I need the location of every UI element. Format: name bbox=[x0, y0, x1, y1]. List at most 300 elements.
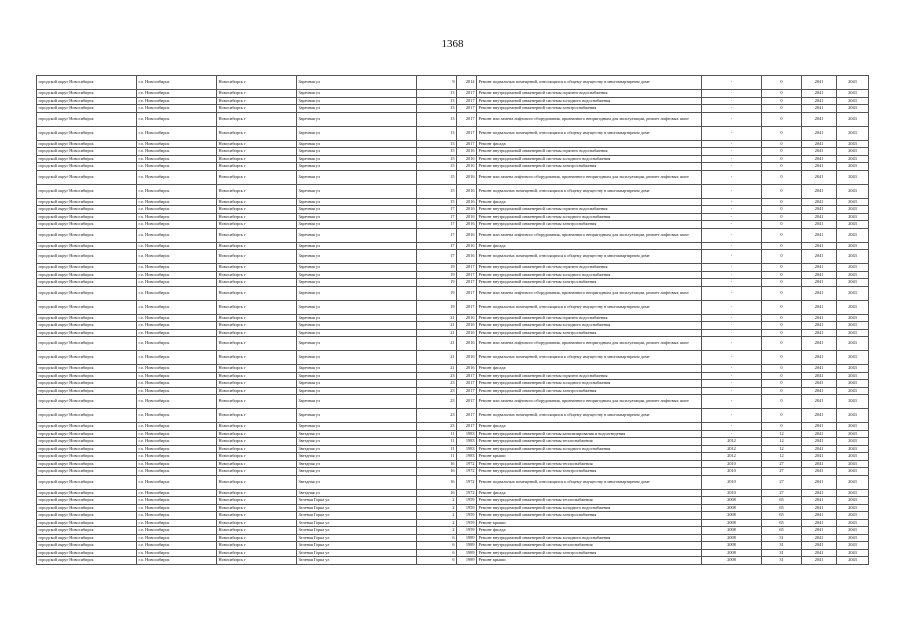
okrug-cell: городской округ Новосибирск bbox=[37, 497, 137, 505]
wear-cell: 0 bbox=[762, 112, 802, 126]
work-type-cell: Ремонт подвальных помещений, относящихся к общему имуществу в многоквартирном доме bbox=[477, 250, 702, 264]
settlement-cell: Новосибирск г bbox=[217, 445, 297, 453]
last-repair-year-cell: - bbox=[702, 322, 762, 330]
street-cell: Заречная ул bbox=[297, 250, 417, 264]
plan-start-cell: 2041 bbox=[802, 271, 837, 279]
city-cell: г.о. Новосибирск bbox=[137, 438, 217, 446]
table-row bbox=[37, 76, 869, 90]
table-row bbox=[37, 445, 869, 453]
wear-cell: 12 bbox=[762, 445, 802, 453]
wear-cell: 0 bbox=[762, 271, 802, 279]
year-built-cell: 1972 bbox=[457, 475, 477, 489]
wear-cell: 0 bbox=[762, 300, 802, 314]
work-type-cell: Ремонт подвальных помещений, относящихся к общему имуществу в многоквартирном доме bbox=[477, 126, 702, 140]
settlement-cell: Новосибирск г bbox=[217, 228, 297, 242]
settlement-cell: Новосибирск г bbox=[217, 549, 297, 557]
plan-end-cell: 2043 bbox=[837, 148, 869, 156]
city-cell: г.о. Новосибирск bbox=[137, 512, 217, 520]
wear-cell: 0 bbox=[762, 250, 802, 264]
last-repair-year-cell: - bbox=[702, 148, 762, 156]
year-built-cell: 2017 bbox=[457, 372, 477, 380]
plan-end-cell: 2043 bbox=[837, 140, 869, 148]
table-row bbox=[37, 409, 869, 423]
last-repair-year-cell: - bbox=[702, 228, 762, 242]
city-cell: г.о. Новосибирск bbox=[137, 105, 217, 113]
last-repair-year-cell: 2010 bbox=[702, 468, 762, 476]
house-number-cell: 17 bbox=[417, 213, 457, 221]
last-repair-year-cell: 2008 bbox=[702, 534, 762, 542]
okrug-cell: городской округ Новосибирск bbox=[37, 512, 137, 520]
wear-cell: 0 bbox=[762, 126, 802, 140]
plan-end-cell: 2043 bbox=[837, 423, 869, 431]
street-cell: Заречная ул bbox=[297, 90, 417, 98]
settlement-cell: Новосибирск г bbox=[217, 423, 297, 431]
city-cell: г.о. Новосибирск bbox=[137, 97, 217, 105]
settlement-cell: Новосибирск г bbox=[217, 519, 297, 527]
table-row bbox=[37, 468, 869, 476]
street-cell: Заречная ул bbox=[297, 264, 417, 272]
plan-start-cell: 2041 bbox=[802, 126, 837, 140]
wear-cell: 65 bbox=[762, 504, 802, 512]
street-cell: Заречная ул bbox=[297, 126, 417, 140]
work-type-cell: Ремонт внутридомовой инженерной системы холодного водоснабжения bbox=[477, 504, 702, 512]
table-row bbox=[37, 423, 869, 431]
okrug-cell: городской округ Новосибирск bbox=[37, 221, 137, 229]
last-repair-year-cell: - bbox=[702, 206, 762, 214]
year-built-cell: 2016 bbox=[457, 221, 477, 229]
work-type-cell: Ремонт внутридомовой инженерной системы электроснабжения bbox=[477, 329, 702, 337]
plan-start-cell: 2041 bbox=[802, 140, 837, 148]
house-number-cell: 17 bbox=[417, 242, 457, 250]
settlement-cell: Новосибирск г bbox=[217, 140, 297, 148]
settlement-cell: Новосибирск г bbox=[217, 372, 297, 380]
house-number-cell: 6 bbox=[417, 542, 457, 550]
wear-cell: 0 bbox=[762, 264, 802, 272]
okrug-cell: городской округ Новосибирск bbox=[37, 314, 137, 322]
last-repair-year-cell: 2008 bbox=[702, 504, 762, 512]
wear-cell: 65 bbox=[762, 512, 802, 520]
table-row bbox=[37, 557, 869, 565]
house-number-cell: 6 bbox=[417, 557, 457, 565]
year-built-cell: 1989 bbox=[457, 549, 477, 557]
city-cell: г.о. Новосибирск bbox=[137, 395, 217, 409]
plan-end-cell: 2043 bbox=[837, 250, 869, 264]
street-cell: Заречная ул bbox=[297, 279, 417, 287]
work-type-cell: Ремонт подвальных помещений, относящихся к общему имуществу в многоквартирном доме bbox=[477, 409, 702, 423]
year-built-cell: 2016 bbox=[457, 198, 477, 206]
house-number-cell: 23 bbox=[417, 409, 457, 423]
okrug-cell: городской округ Новосибирск bbox=[37, 430, 137, 438]
last-repair-year-cell: 2008 bbox=[702, 557, 762, 565]
plan-end-cell: 2043 bbox=[837, 337, 869, 351]
house-number-cell: 19 bbox=[417, 300, 457, 314]
street-cell: Заречная ул bbox=[297, 112, 417, 126]
street-cell: Зеленая Горка ул bbox=[297, 557, 417, 565]
wear-cell: 65 bbox=[762, 497, 802, 505]
street-cell: Заречная ул bbox=[297, 170, 417, 184]
plan-start-cell: 2041 bbox=[802, 221, 837, 229]
plan-start-cell: 2041 bbox=[802, 206, 837, 214]
street-cell: Звездная ул bbox=[297, 453, 417, 461]
last-repair-year-cell: 2008 bbox=[702, 512, 762, 520]
table-row bbox=[37, 126, 869, 140]
street-cell: Заречная ул bbox=[297, 163, 417, 171]
work-type-cell: Ремонт подвальных помещений, относящихся к общему имуществу в многоквартирном доме bbox=[477, 475, 702, 489]
last-repair-year-cell: - bbox=[702, 250, 762, 264]
plan-start-cell: 2041 bbox=[802, 337, 837, 351]
year-built-cell: 2017 bbox=[457, 409, 477, 423]
year-built-cell: 1983 bbox=[457, 438, 477, 446]
house-number-cell: 2 bbox=[417, 527, 457, 535]
year-built-cell: 2017 bbox=[457, 264, 477, 272]
plan-end-cell: 2043 bbox=[837, 445, 869, 453]
settlement-cell: Новосибирск г bbox=[217, 198, 297, 206]
okrug-cell: городской округ Новосибирск bbox=[37, 264, 137, 272]
plan-end-cell: 2043 bbox=[837, 228, 869, 242]
okrug-cell: городской округ Новосибирск bbox=[37, 97, 137, 105]
table-row bbox=[37, 453, 869, 461]
last-repair-year-cell: 2010 bbox=[702, 489, 762, 497]
okrug-cell: городской округ Новосибирск bbox=[37, 365, 137, 373]
plan-end-cell: 2043 bbox=[837, 206, 869, 214]
table-body bbox=[37, 76, 869, 565]
year-built-cell: 2017 bbox=[457, 140, 477, 148]
plan-start-cell: 2041 bbox=[802, 475, 837, 489]
plan-end-cell: 2043 bbox=[837, 155, 869, 163]
settlement-cell: Новосибирск г bbox=[217, 264, 297, 272]
table-row bbox=[37, 228, 869, 242]
last-repair-year-cell: - bbox=[702, 286, 762, 300]
city-cell: г.о. Новосибирск bbox=[137, 112, 217, 126]
work-type-cell: Ремонт внутридомовой инженерной системы теплоснабжения bbox=[477, 460, 702, 468]
okrug-cell: городской округ Новосибирск bbox=[37, 213, 137, 221]
year-built-cell: 2017 bbox=[457, 112, 477, 126]
table-row bbox=[37, 286, 869, 300]
wear-cell: 0 bbox=[762, 286, 802, 300]
house-number-cell: 9 bbox=[417, 76, 457, 90]
city-cell: г.о. Новосибирск bbox=[137, 271, 217, 279]
city-cell: г.о. Новосибирск bbox=[137, 148, 217, 156]
last-repair-year-cell: - bbox=[702, 372, 762, 380]
house-number-cell: 15 bbox=[417, 184, 457, 198]
street-cell: Зеленая Горка ул bbox=[297, 542, 417, 550]
street-cell: Зеленая Горка ул bbox=[297, 504, 417, 512]
okrug-cell: городской округ Новосибирск bbox=[37, 460, 137, 468]
settlement-cell: Новосибирск г bbox=[217, 155, 297, 163]
plan-end-cell: 2043 bbox=[837, 460, 869, 468]
year-built-cell: 2017 bbox=[457, 380, 477, 388]
plan-start-cell: 2041 bbox=[802, 112, 837, 126]
city-cell: г.о. Новосибирск bbox=[137, 527, 217, 535]
plan-start-cell: 2041 bbox=[802, 213, 837, 221]
house-number-cell: 23 bbox=[417, 380, 457, 388]
street-cell: Заречная ул bbox=[297, 206, 417, 214]
street-cell: Звездная ул bbox=[297, 489, 417, 497]
plan-end-cell: 2043 bbox=[837, 221, 869, 229]
okrug-cell: городской округ Новосибирск bbox=[37, 206, 137, 214]
plan-end-cell: 2043 bbox=[837, 542, 869, 550]
plan-start-cell: 2041 bbox=[802, 438, 837, 446]
settlement-cell: Новосибирск г bbox=[217, 542, 297, 550]
okrug-cell: городской округ Новосибирск bbox=[37, 438, 137, 446]
year-built-cell: 1983 bbox=[457, 445, 477, 453]
plan-end-cell: 2043 bbox=[837, 198, 869, 206]
year-built-cell: 2016 bbox=[457, 351, 477, 365]
house-number-cell: 11 bbox=[417, 445, 457, 453]
okrug-cell: городской округ Новосибирск bbox=[37, 140, 137, 148]
wear-cell: 0 bbox=[762, 279, 802, 287]
settlement-cell: Новосибирск г bbox=[217, 300, 297, 314]
settlement-cell: Новосибирск г bbox=[217, 184, 297, 198]
last-repair-year-cell: - bbox=[702, 387, 762, 395]
city-cell: г.о. Новосибирск bbox=[137, 300, 217, 314]
settlement-cell: Новосибирск г bbox=[217, 76, 297, 90]
year-built-cell: 2016 bbox=[457, 329, 477, 337]
okrug-cell: городской округ Новосибирск bbox=[37, 409, 137, 423]
work-type-cell: Ремонт фасада bbox=[477, 140, 702, 148]
year-built-cell: 2017 bbox=[457, 387, 477, 395]
plan-end-cell: 2043 bbox=[837, 112, 869, 126]
settlement-cell: Новосибирск г bbox=[217, 380, 297, 388]
plan-start-cell: 2041 bbox=[802, 542, 837, 550]
wear-cell: 0 bbox=[762, 351, 802, 365]
street-cell: Заречная ул bbox=[297, 221, 417, 229]
last-repair-year-cell: - bbox=[702, 155, 762, 163]
year-built-cell: 1989 bbox=[457, 542, 477, 550]
last-repair-year-cell: - bbox=[702, 314, 762, 322]
settlement-cell: Новосибирск г bbox=[217, 242, 297, 250]
plan-start-cell: 2041 bbox=[802, 105, 837, 113]
plan-end-cell: 2043 bbox=[837, 468, 869, 476]
settlement-cell: Новосибирск г bbox=[217, 351, 297, 365]
city-cell: г.о. Новосибирск bbox=[137, 76, 217, 90]
okrug-cell: городской округ Новосибирск bbox=[37, 387, 137, 395]
house-number-cell: 23 bbox=[417, 395, 457, 409]
last-repair-year-cell: - bbox=[702, 170, 762, 184]
last-repair-year-cell: - bbox=[702, 221, 762, 229]
table-row bbox=[37, 314, 869, 322]
plan-end-cell: 2043 bbox=[837, 97, 869, 105]
year-built-cell: 2017 bbox=[457, 300, 477, 314]
year-built-cell: 2016 bbox=[457, 314, 477, 322]
plan-end-cell: 2043 bbox=[837, 497, 869, 505]
wear-cell: 0 bbox=[762, 221, 802, 229]
work-type-cell: Ремонт фасада bbox=[477, 489, 702, 497]
street-cell: Заречная ул bbox=[297, 184, 417, 198]
okrug-cell: городской округ Новосибирск bbox=[37, 395, 137, 409]
house-number-cell: 17 bbox=[417, 221, 457, 229]
city-cell: г.о. Новосибирск bbox=[137, 337, 217, 351]
street-cell: Заречная ул bbox=[297, 97, 417, 105]
city-cell: г.о. Новосибирск bbox=[137, 228, 217, 242]
street-cell: Заречная ул bbox=[297, 228, 417, 242]
okrug-cell: городской округ Новосибирск bbox=[37, 279, 137, 287]
year-built-cell: 2016 bbox=[457, 242, 477, 250]
settlement-cell: Новосибирск г bbox=[217, 322, 297, 330]
city-cell: г.о. Новосибирск bbox=[137, 351, 217, 365]
settlement-cell: Новосибирск г bbox=[217, 170, 297, 184]
okrug-cell: городской округ Новосибирск bbox=[37, 489, 137, 497]
year-built-cell: 1983 bbox=[457, 430, 477, 438]
house-number-cell: 15 bbox=[417, 148, 457, 156]
settlement-cell: Новосибирск г bbox=[217, 409, 297, 423]
house-number-cell: 19 bbox=[417, 286, 457, 300]
plan-start-cell: 2041 bbox=[802, 198, 837, 206]
street-cell: Зеленая Горка ул bbox=[297, 534, 417, 542]
okrug-cell: городской округ Новосибирск bbox=[37, 170, 137, 184]
table-row bbox=[37, 395, 869, 409]
work-type-cell: Ремонт фасада bbox=[477, 365, 702, 373]
last-repair-year-cell: - bbox=[702, 213, 762, 221]
house-number-cell: 16 bbox=[417, 489, 457, 497]
settlement-cell: Новосибирск г bbox=[217, 430, 297, 438]
okrug-cell: городской округ Новосибирск bbox=[37, 163, 137, 171]
plan-end-cell: 2043 bbox=[837, 76, 869, 90]
plan-end-cell: 2043 bbox=[837, 271, 869, 279]
street-cell: Заречная ул bbox=[297, 155, 417, 163]
wear-cell: 0 bbox=[762, 242, 802, 250]
street-cell: Заречная ул bbox=[297, 337, 417, 351]
year-built-cell: 2017 bbox=[457, 271, 477, 279]
okrug-cell: городской округ Новосибирск bbox=[37, 445, 137, 453]
city-cell: г.о. Новосибирск bbox=[137, 468, 217, 476]
settlement-cell: Новосибирск г bbox=[217, 126, 297, 140]
last-repair-year-cell: - bbox=[702, 279, 762, 287]
house-number-cell: 19 bbox=[417, 271, 457, 279]
house-number-cell: 11 bbox=[417, 453, 457, 461]
last-repair-year-cell: - bbox=[702, 90, 762, 98]
last-repair-year-cell: - bbox=[702, 184, 762, 198]
work-type-cell: Ремонт внутридомовой инженерной системы холодного водоснабжения bbox=[477, 380, 702, 388]
city-cell: г.о. Новосибирск bbox=[137, 170, 217, 184]
work-type-cell: Ремонт или замена лифтового оборудования, признанного непригодным для эксплуатации, ремонт лифтовых шахт bbox=[477, 170, 702, 184]
house-number-cell: 17 bbox=[417, 206, 457, 214]
wear-cell: 0 bbox=[762, 314, 802, 322]
okrug-cell: городской округ Новосибирск bbox=[37, 542, 137, 550]
plan-start-cell: 2041 bbox=[802, 372, 837, 380]
house-number-cell: 13 bbox=[417, 105, 457, 113]
year-built-cell: 2017 bbox=[457, 105, 477, 113]
settlement-cell: Новосибирск г bbox=[217, 395, 297, 409]
table-row bbox=[37, 140, 869, 148]
table-row bbox=[37, 184, 869, 198]
house-number-cell: 23 bbox=[417, 423, 457, 431]
wear-cell: 0 bbox=[762, 140, 802, 148]
plan-end-cell: 2043 bbox=[837, 430, 869, 438]
wear-cell: 0 bbox=[762, 228, 802, 242]
plan-start-cell: 2041 bbox=[802, 504, 837, 512]
table-row bbox=[37, 250, 869, 264]
wear-cell: 27 bbox=[762, 460, 802, 468]
last-repair-year-cell: - bbox=[702, 351, 762, 365]
work-type-cell: Ремонт внутридомовой инженерной системы холодного водоснабжения bbox=[477, 445, 702, 453]
plan-end-cell: 2043 bbox=[837, 380, 869, 388]
okrug-cell: городской округ Новосибирск bbox=[37, 372, 137, 380]
plan-start-cell: 2041 bbox=[802, 228, 837, 242]
plan-start-cell: 2041 bbox=[802, 163, 837, 171]
city-cell: г.о. Новосибирск bbox=[137, 519, 217, 527]
plan-start-cell: 2041 bbox=[802, 76, 837, 90]
plan-start-cell: 2041 bbox=[802, 445, 837, 453]
wear-cell: 0 bbox=[762, 395, 802, 409]
city-cell: г.о. Новосибирск bbox=[137, 542, 217, 550]
plan-end-cell: 2043 bbox=[837, 184, 869, 198]
last-repair-year-cell: 2008 bbox=[702, 497, 762, 505]
city-cell: г.о. Новосибирск bbox=[137, 264, 217, 272]
house-number-cell: 16 bbox=[417, 475, 457, 489]
settlement-cell: Новосибирск г bbox=[217, 213, 297, 221]
year-built-cell: 2016 bbox=[457, 148, 477, 156]
okrug-cell: городской округ Новосибирск bbox=[37, 286, 137, 300]
work-type-cell: Ремонт или замена лифтового оборудования, признанного непригодным для эксплуатации, ремонт лифтовых шахт bbox=[477, 228, 702, 242]
okrug-cell: городской округ Новосибирск bbox=[37, 184, 137, 198]
plan-end-cell: 2043 bbox=[837, 242, 869, 250]
work-type-cell: Ремонт или замена лифтового оборудования, признанного непригодным для эксплуатации, ремонт лифтовых шахт bbox=[477, 337, 702, 351]
city-cell: г.о. Новосибирск bbox=[137, 279, 217, 287]
year-built-cell: 1959 bbox=[457, 519, 477, 527]
plan-end-cell: 2043 bbox=[837, 438, 869, 446]
city-cell: г.о. Новосибирск bbox=[137, 198, 217, 206]
last-repair-year-cell: 2010 bbox=[702, 460, 762, 468]
okrug-cell: городской округ Новосибирск bbox=[37, 271, 137, 279]
year-built-cell: 1959 bbox=[457, 512, 477, 520]
year-built-cell: 2017 bbox=[457, 90, 477, 98]
street-cell: Зеленая Горка ул bbox=[297, 549, 417, 557]
city-cell: г.о. Новосибирск bbox=[137, 409, 217, 423]
plan-end-cell: 2043 bbox=[837, 90, 869, 98]
plan-start-cell: 2041 bbox=[802, 250, 837, 264]
last-repair-year-cell: 2010 bbox=[702, 475, 762, 489]
okrug-cell: городской округ Новосибирск bbox=[37, 423, 137, 431]
house-number-cell: 17 bbox=[417, 250, 457, 264]
settlement-cell: Новосибирск г bbox=[217, 163, 297, 171]
year-built-cell: 2017 bbox=[457, 395, 477, 409]
city-cell: г.о. Новосибирск bbox=[137, 314, 217, 322]
year-built-cell: 2016 bbox=[457, 213, 477, 221]
work-type-cell: Ремонт внутридомовой инженерной системы горячего водоснабжения bbox=[477, 264, 702, 272]
street-cell: Заречная ул bbox=[297, 329, 417, 337]
year-built-cell: 2017 bbox=[457, 97, 477, 105]
city-cell: г.о. Новосибирск bbox=[137, 557, 217, 565]
house-number-cell: 11 bbox=[417, 438, 457, 446]
table-row bbox=[37, 163, 869, 171]
year-built-cell: 2016 bbox=[457, 206, 477, 214]
table-row bbox=[37, 279, 869, 287]
okrug-cell: городской округ Новосибирск bbox=[37, 322, 137, 330]
plan-start-cell: 2041 bbox=[802, 329, 837, 337]
plan-end-cell: 2043 bbox=[837, 170, 869, 184]
work-type-cell: Ремонт внутридомовой инженерной системы горячего водоснабжения bbox=[477, 148, 702, 156]
table-row bbox=[37, 519, 869, 527]
city-cell: г.о. Новосибирск bbox=[137, 242, 217, 250]
table-row bbox=[37, 170, 869, 184]
settlement-cell: Новосибирск г bbox=[217, 497, 297, 505]
plan-start-cell: 2041 bbox=[802, 322, 837, 330]
street-cell: Заречная ул bbox=[297, 314, 417, 322]
work-type-cell: Ремонт подвальных помещений, относящихся к общему имуществу в многоквартирном доме bbox=[477, 184, 702, 198]
city-cell: г.о. Новосибирск bbox=[137, 213, 217, 221]
plan-end-cell: 2043 bbox=[837, 322, 869, 330]
work-type-cell: Ремонт внутридомовой инженерной системы горячего водоснабжения bbox=[477, 314, 702, 322]
last-repair-year-cell: - bbox=[702, 395, 762, 409]
plan-start-cell: 2041 bbox=[802, 148, 837, 156]
year-built-cell: 1972 bbox=[457, 460, 477, 468]
house-number-cell: 2 bbox=[417, 519, 457, 527]
plan-start-cell: 2041 bbox=[802, 184, 837, 198]
okrug-cell: городской округ Новосибирск bbox=[37, 250, 137, 264]
plan-start-cell: 2041 bbox=[802, 534, 837, 542]
plan-start-cell: 2041 bbox=[802, 549, 837, 557]
